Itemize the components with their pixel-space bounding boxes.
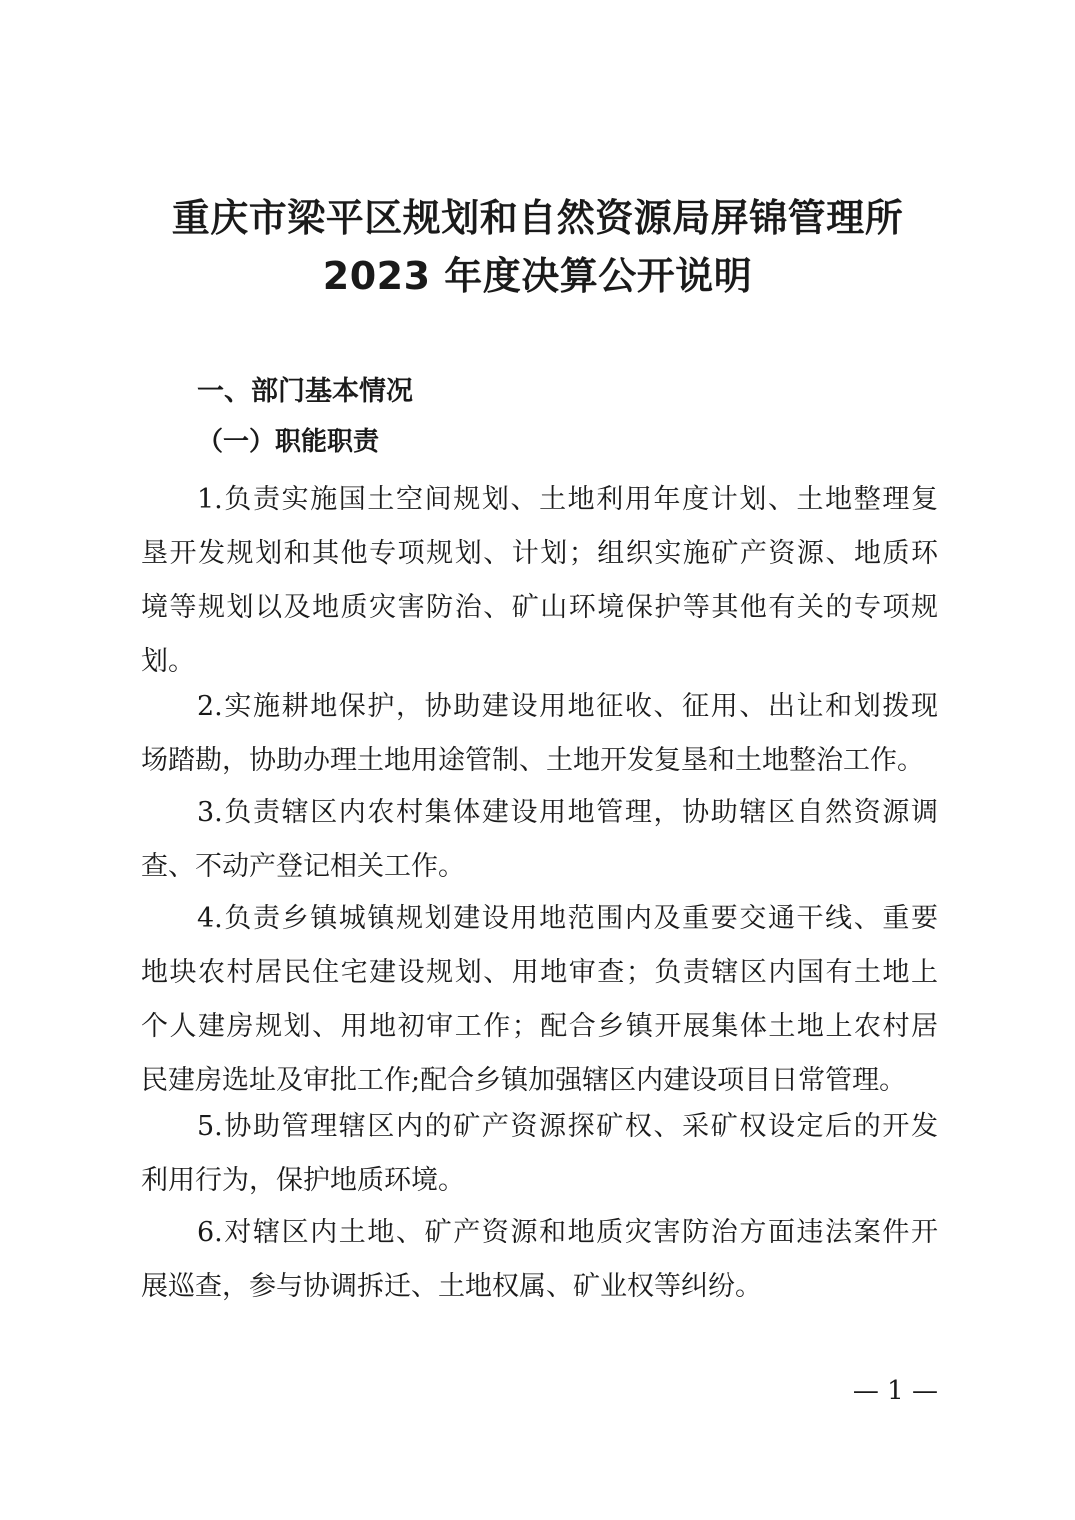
document-title-line-1: 重庆市梁平区规划和自然资源局屏锦管理所 bbox=[171, 196, 904, 240]
paragraph-line: 1.负责实施国土空间规划、土地利用年度计划、土地整理复 bbox=[197, 484, 938, 515]
paragraph-line: 个人建房规划、用地初审工作；配合乡镇开展集体土地上农村居 bbox=[141, 1011, 938, 1042]
paragraph-line: 垦开发规划和其他专项规划、计划；组织实施矿产资源、地质环 bbox=[141, 538, 938, 569]
paragraph-line: 5.协助管理辖区内的矿产资源探矿权、采矿权设定后的开发 bbox=[197, 1111, 938, 1142]
paragraph-line: 划。 bbox=[141, 646, 195, 677]
paragraph-line: 展巡查，参与协调拆迁、土地权属、矿业权等纠纷。 bbox=[141, 1271, 762, 1302]
section-heading: 一、部门基本情况 bbox=[197, 376, 413, 407]
paragraph-line: 地块农村居民住宅建设规划、用地审查；负责辖区内国有土地上 bbox=[141, 957, 938, 988]
paragraph-line: 民建房选址及审批工作;配合乡镇加强辖区内建设项目日常管理。 bbox=[141, 1065, 907, 1096]
page-number: — 1 — bbox=[852, 1376, 938, 1406]
paragraph-line: 境等规划以及地质灾害防治、矿山环境保护等其他有关的专项规 bbox=[141, 592, 938, 623]
paragraph-6 bbox=[141, 1206, 938, 1314]
paragraph-2 bbox=[141, 680, 938, 788]
paragraph-line: 查、不动产登记相关工作。 bbox=[141, 851, 465, 882]
paragraph-5 bbox=[141, 1100, 938, 1208]
paragraph-line: 6.对辖区内土地、矿产资源和地质灾害防治方面违法案件开 bbox=[197, 1217, 938, 1248]
paragraph-line: 3.负责辖区内农村集体建设用地管理，协助辖区自然资源调 bbox=[197, 797, 938, 828]
sub-heading: （一）职能职责 bbox=[197, 427, 380, 457]
document-title-line-2: 2023 年度决算公开说明 bbox=[322, 254, 753, 298]
paragraph-4 bbox=[141, 892, 938, 1108]
paragraph-line: 场踏勘，协助办理土地用途管制、土地开发复垦和土地整治工作。 bbox=[141, 745, 924, 776]
paragraph-line: 利用行为，保护地质环境。 bbox=[141, 1165, 465, 1196]
paragraph-line: 4.负责乡镇城镇规划建设用地范围内及重要交通干线、重要 bbox=[197, 903, 938, 934]
paragraph-1 bbox=[141, 473, 938, 689]
paragraph-3 bbox=[141, 786, 938, 894]
paragraph-line: 2.实施耕地保护，协助建设用地征收、征用、出让和划拨现 bbox=[197, 691, 938, 722]
